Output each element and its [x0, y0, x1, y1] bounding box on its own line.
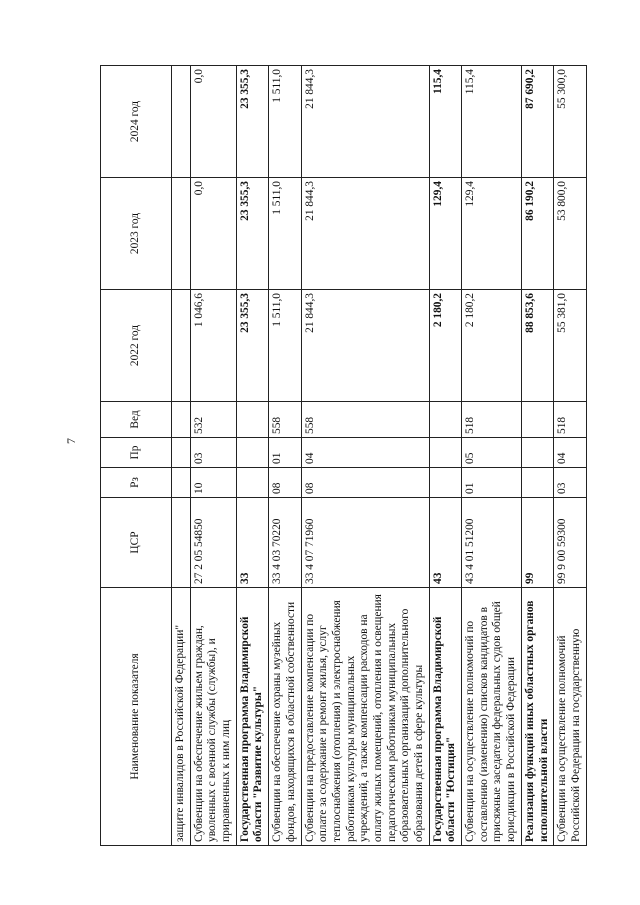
- rotated-page-content: [100, 66, 582, 846]
- cell-2023: 0,0: [190, 178, 236, 290]
- cell-name: Субвенции на осуществление полномочий по составлению (изменению) списков кандидатов в присяжные заседатели федеральных судов общей юрисдикции в Российской Федерации: [462, 588, 522, 846]
- cell-2022: [172, 290, 191, 402]
- cell-name: Субвенции на предоставление компенсации по оплате за содержание и ремонт жилья, услуг теплоснабжения (отопления) и электроснабжения работникам культуры муниципальных учреждений, а также компенсации расходов на оплату жилых помещений, отопления и освещения педагогическим работникам муниципальных образовательных организаций дополнительного образования детей в сфере культуры: [301, 588, 429, 846]
- cell-rz: [429, 468, 461, 498]
- cell-2023: 23 355,3: [236, 178, 268, 290]
- cell-ved: [429, 402, 461, 438]
- cell-2023: 21 844,3: [301, 178, 429, 290]
- cell-rz: 01: [462, 468, 522, 498]
- table-header-row: [101, 66, 172, 846]
- header-2022: 2022 год: [101, 290, 172, 402]
- cell-name: Субвенции на осуществление полномочий Российской Федерации на государственную: [554, 588, 586, 846]
- cell-ved: 558: [269, 402, 301, 438]
- cell-name: Государственная программа Владимирской области "Развитие культуры": [236, 588, 268, 846]
- cell-2024: 115,4: [429, 66, 461, 178]
- cell-2022: 1 046,6: [190, 290, 236, 402]
- cell-2024: 115,4: [462, 66, 522, 178]
- cell-ved: [236, 402, 268, 438]
- cell-rz: [521, 468, 553, 498]
- table-row: [429, 66, 461, 846]
- cell-name: Государственная программа Владимирской области "Юстиция": [429, 588, 461, 846]
- cell-2022: 2 180,2: [462, 290, 522, 402]
- table-row: [172, 66, 191, 846]
- cell-2022: 21 844,3: [301, 290, 429, 402]
- cell-2024: 21 844,3: [301, 66, 429, 178]
- budget-table: [100, 65, 587, 846]
- page-number: 7: [64, 438, 78, 444]
- table-row: [236, 66, 268, 846]
- cell-pr: [172, 438, 191, 468]
- table-row: [462, 66, 522, 846]
- cell-pr: [521, 438, 553, 468]
- cell-pr: 03: [190, 438, 236, 468]
- cell-ved: [172, 402, 191, 438]
- cell-csr: 99: [521, 498, 553, 588]
- table-row: [554, 66, 586, 846]
- cell-2023: 129,4: [429, 178, 461, 290]
- cell-name: Субвенции на обеспечение жильем граждан, уволенных с военной службы (службы), и приравненных к ним лиц: [190, 588, 236, 846]
- header-ved: Вед: [101, 402, 172, 438]
- cell-2023: 53 800,0: [554, 178, 586, 290]
- cell-csr: 43 4 01 51200: [462, 498, 522, 588]
- cell-rz: [236, 468, 268, 498]
- cell-ved: 558: [301, 402, 429, 438]
- table-row: [269, 66, 301, 846]
- cell-2024: 0,0: [190, 66, 236, 178]
- cell-name: Субвенции на обеспечение охраны музейных фондов, находящихся в областной собственности: [269, 588, 301, 846]
- cell-csr: [172, 498, 191, 588]
- cell-csr: 33: [236, 498, 268, 588]
- cell-2022: 1 511,0: [269, 290, 301, 402]
- cell-rz: 08: [269, 468, 301, 498]
- cell-rz: [172, 468, 191, 498]
- cell-2024: 87 690,2: [521, 66, 553, 178]
- cell-2022: 23 355,3: [236, 290, 268, 402]
- header-rz: Рз: [101, 468, 172, 498]
- cell-2022: 2 180,2: [429, 290, 461, 402]
- cell-csr: 43: [429, 498, 461, 588]
- table-row: [190, 66, 236, 846]
- cell-csr: 33 4 03 70220: [269, 498, 301, 588]
- header-2023: 2023 год: [101, 178, 172, 290]
- cell-rz: 10: [190, 468, 236, 498]
- cell-2022: 88 853,6: [521, 290, 553, 402]
- cell-2024: 55 300,0: [554, 66, 586, 178]
- cell-csr: 99 9 00 59300: [554, 498, 586, 588]
- cell-2024: 1 511,0: [269, 66, 301, 178]
- cell-ved: 518: [554, 402, 586, 438]
- cell-pr: [429, 438, 461, 468]
- header-2024: 2024 год: [101, 66, 172, 178]
- table-row: [521, 66, 553, 846]
- cell-ved: [521, 402, 553, 438]
- cell-ved: 518: [462, 402, 522, 438]
- table-row: [301, 66, 429, 846]
- cell-ved: 532: [190, 402, 236, 438]
- cell-2023: 129,4: [462, 178, 522, 290]
- cell-2023: 1 511,0: [269, 178, 301, 290]
- cell-pr: 04: [301, 438, 429, 468]
- cell-name: Реализация функций иных областных органов исполнительной власти: [521, 588, 553, 846]
- cell-pr: [236, 438, 268, 468]
- cell-rz: 08: [301, 468, 429, 498]
- cell-2024: 23 355,3: [236, 66, 268, 178]
- cell-2023: 86 190,2: [521, 178, 553, 290]
- cell-2024: [172, 66, 191, 178]
- cell-pr: 04: [554, 438, 586, 468]
- cell-2022: 55 381,0: [554, 290, 586, 402]
- cell-name: защите инвалидов в Российской Федерации": [172, 588, 191, 846]
- cell-pr: 01: [269, 438, 301, 468]
- cell-2023: [172, 178, 191, 290]
- header-name: Наименование показателя: [101, 588, 172, 846]
- cell-pr: 05: [462, 438, 522, 468]
- header-pr: Пр: [101, 438, 172, 468]
- cell-rz: 03: [554, 468, 586, 498]
- cell-csr: 33 4 07 71960: [301, 498, 429, 588]
- header-csr: ЦСР: [101, 498, 172, 588]
- cell-csr: 27 2 05 54850: [190, 498, 236, 588]
